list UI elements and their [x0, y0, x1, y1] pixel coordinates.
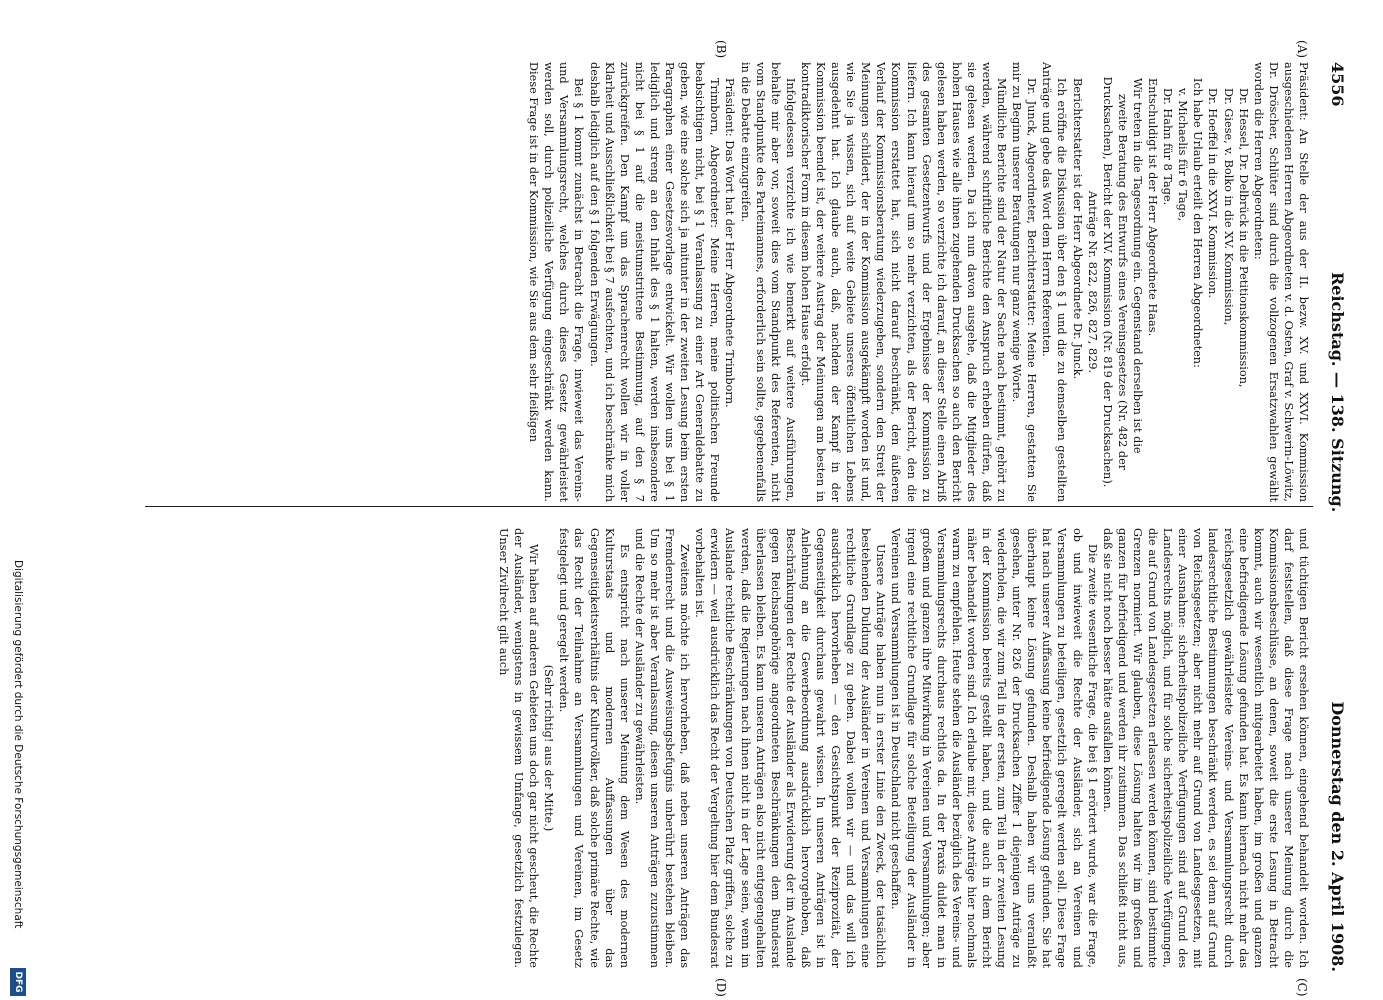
footer: [0, 0, 30, 1000]
session-date: Donnerstag den 2. April 1908.: [1328, 701, 1347, 972]
paragraph: Dr. Hoeffel in die XXVI. Kommission.: [1206, 88, 1220, 298]
paragraph: Dr. Junck, Abgeordneter, Berichterstatter: Meine Herren, gestatten Sie mir zu Beginn unserer Beratungen nur ganz wenige Worte.: [1010, 62, 1039, 502]
paragraph: Anträge Nr. 822, 826, 827, 829.: [1085, 190, 1099, 374]
paragraph: Ich habe Urlaub erteilt den Herren Abgeordneten:: [1191, 78, 1205, 368]
digitization-credit: Digitalisierung gefördert durch die Deutsche Forschungsgemeinschaft: [12, 560, 24, 929]
margin-mark-a: (A): [1295, 40, 1309, 59]
paragraph: Präsident: An Stelle der aus der II. bezw. XV. und XXVI. Kommission ausgeschiedenen Herren Abgeordneten v. d. Osten, Graf v. Schwerin-Löwitz, Dr. Dröscher, Schlüter sind durch die vollzogenen Ersatzwahlen gewählt worden die Herren Abgeordneten:: [1251, 62, 1310, 502]
margin-mark-b: (B): [714, 40, 728, 59]
session-title: Reichstag. — 138. Sitzung.: [1328, 272, 1347, 513]
paragraph: Es entspricht nach unserer Meinung dem Wesen des modernen Kulturstaats und modernen Auffassungen über das Gegenseitigkeitsverhältnis der Kulturvölker, daß solche primäre Rechte, wie das Recht der Teilnahme an Versammlungen und Vereinen, im Gesetz festgelegt und geregelt werden.: [557, 528, 631, 968]
interjection: (Sehr richtig! aus der Mitte.): [542, 664, 556, 832]
dfg-logo: DFG: [10, 968, 26, 996]
paragraph: Zweitens möchte ich hervorheben, daß neben unseren Anträgen das Fremdenrecht und die Ausweisungsbefugnis unberührt bestehen bleiben. Um so mehr ist aber Veranlassung, diesen unseren Anträgen zuzustimmen und die Rechte der Ausländer zu gewährleisten.: [632, 528, 692, 968]
paragraph: Mündliche Berichte sind der Natur der Sache nach bestimmt, gehört zu werden, während schriftliche Berichte den Anspruch erheben dürfen, daß sie gelesen werden. Da ich nun davon ausgehe, daß die Mitglieder des hohen Hauses wie alle ihnen zugehenden Drucksachen so auch den Bericht gelesen haben werden, so verzichte ich darauf, an dieser Stelle einen Abriß des gesamten Gesetzentwurfs und der Ergebnisse der Kommission zu liefern. Ich kann hierauf um so mehr verzichten, als der Bericht, den die Kommission erstattet hat, sich nicht darauf beschränkt, den äußeren Verlauf der Kommissionsberatung wiederzugeben, sondern den Streit der Meinungen schildert, der in der Kommission ausgekämpft worden ist und, wie Sie ja wissen, sich auf weite Gebiete unseres öffentlichen Lebens ausgedehnt hat. Ich glaube auch, daß, nachdem der Kampf in der Kommission beendet ist, der weitere Austrag der Meinungen am besten in kontradiktorischer Form in diesem hohen Hause erfolgt.: [798, 62, 1009, 502]
paragraph: Präsident: Das Wort hat der Herr Abgeordnete Trimborn.: [723, 78, 737, 408]
paragraph: Berichterstatter ist der Herr Abgeordnete Dr. Junck.: [1070, 78, 1084, 380]
paragraph: Ich eröffne die Diskussion über den § 1 und die zu demselben gestellten Anträge und gebe das Wort dem Herrn Referenten.: [1040, 62, 1069, 502]
paragraph: Dr. Hessel, Dr. Delbrück in die Petitionskommission,: [1236, 88, 1250, 388]
paragraph: Entschuldigt ist der Herr Abgeordnete Haas.: [1146, 78, 1160, 337]
paragraph: Trimborn, Abgeordneter: Meine Herren, meine politischen Freunde beabsichtigen nicht, bei § 1 Veranlassung zu einer Art Generaldebatte zu geben, wie eine solche sich ja mitunter in der zweiten Lesung beim ersten Paragraphen einer Gesetzesvorlage entwickelt. Wir wollen uns bei § 1 lediglich und streng an den Inhalt des § 1 halten, werden insbesondere nicht bei § 1 auf die meistumstrittene Bestimmung, auf den § 7 zurückgreifen. Den Kampf um das Sprachenrecht wollen wir in voller Klarheit und Ausschließlichkeit bei § 7 ausfechten, und ich beschränke mich deshalb lediglich auf den § 1 folgenden Erwägungen.: [587, 62, 722, 502]
right-column: [151, 528, 1311, 968]
paragraph: Dr. Giese, v. Bolko in die XV. Kommission,: [1221, 88, 1235, 326]
paragraph: und tüchtigen Bericht ersehen können, eingehend behandelt worden. Ich darf feststellen, daß diese Frage nach unserer Meinung durch die Kommissionsbeschlüsse, an denen, soweit die erste Lesung in Betracht kommt, auch wir wesentlich mitgearbeitet haben, im großen und ganzen eine befriedigende Lösung gefunden hat. Es kann hiernach nicht mehr das reichsgesetzlich gewährleistete Vereins- und Versammlungsrecht durch landesrechtliche Bestimmungen beschränkt werden, es sei denn auf Grund von Reichsgesetzen; aber nicht mehr auf Grund von Landesgesetzen, mit einer Ausnahme: sicherheitspolizeiliche Verfügungen sind auf Grund des Landesrechts möglich, und für solche sicherheitspolizeiliche Verfügungen, die auf Grund von Landesgesetzen erlassen werden können, sind bestimmte Grenzen normiert. Wir glauben, diese Lösung halten wir im großen und ganzen für befriedigend und werden ihr zustimmen. Das schließt nicht aus, daß sie nicht noch besser hätte ausfallen können.: [1100, 528, 1310, 968]
paragraph: Die zweite wesentliche Frage, die bei § 1 erörtert wurde, war die Frage, ob und inwieweit die Rechte der Ausländer, sich an Vereinen und Versammlungen zu beteiligen, gesetzlich geregelt werden soll. Diese Frage hat nach unserer Auffassung keine befriedigende Lösung gefunden. Sie hat überhaupt keine Lösung gefunden. Deshalb haben wir uns veranlaßt gesehen, unter Nr. 826 der Drucksachen Ziffer 1 diejenigen Anträge zu wiederholen, die wir zum Teil in der ersten, zum Teil in der zweiten Lesung in der Kommission bereits gestellt haben, und die auch in dem Bericht näher behandelt worden sind. Ich erlaube mir, diese Anträge hier nochmals warm zu empfehlen. Heute stehen die Ausländer bezüglich des Vereins- und Versammlungsrechts durchaus rechtlos da. In der Praxis duldet man in großem und ganzen ihre Mitwirkung in Vereinen und Versammlungen; aber irgend eine rechtliche Grundlage für solche Beteiligung der Ausländer in Vereinen und Versammlungen ist in Deutschland nicht geschaffen.: [889, 528, 1099, 968]
page-header: [1321, 62, 1347, 972]
margin-mark-d: (D): [714, 978, 728, 997]
paragraph: v. Michaelis für 6 Tage,: [1176, 88, 1190, 222]
left-column: [151, 62, 1311, 502]
paragraph: Wir treten in die Tagesordnung ein. Gegenstand derselben ist die: [1130, 78, 1144, 454]
paragraph: Infolgedessen verzichte ich wie bemerkt auf weitere Ausführungen, behalte mir aber vor, soweit dies vom Standpunkt des Referenten, nicht vom Standpunkte des Parteimannes, erforderlich sein sollte, gegebenenfalls in die Debatte einzugreifen.: [738, 62, 797, 502]
paragraph: Wir haben auf anderen Gebieten uns doch gar nicht gescheut, die Rechte der Ausländer, wenigstens in gewissem Umfange, gesetzlich festzulegen. Unser Zivilrecht gilt auch: [497, 528, 541, 968]
paragraph: Unsere Anträge haben nun in erster Linie den Zweck, der tatsächlich bestehenden Duldung der Ausländer in Vereinen und Versammlungen eine rechtliche Grundlage zu geben. Dabei wollen wir — und das will ich ausdrücklich hervorheben — den Gesichtspunkt der Reziprozität, der Gegenseitigkeit durchaus gewahrt wissen. In unseren Anträgen ist in Anlehnung an die Gewerbeordnung ausdrücklich hervorgehoben, daß Beschränkungen der Rechte der Ausländer als Erwiderung der im Auslande gegen Reichsangehörige angeordneten Beschränkungen dem Bundesrat überlassen bleiben. Es kann unseren Anträgen also nicht entgegengehalten werden, daß die Regierungen nach ihnen nicht in der Lage seien, wenn im Auslande rechtliche Beschränkungen von Deutschen Platz griffen, solche zu erwidern — weil ausdrücklich das Recht der Vergeltung hier dem Bundesrat vorbehalten ist.: [693, 528, 888, 968]
paragraph: Dr. Hahn für 8 Tage.: [1161, 88, 1175, 206]
column-rule: [145, 506, 1313, 507]
margin-mark-c: (C): [1295, 978, 1309, 997]
page-number: 4556: [1328, 62, 1347, 107]
paragraph: Bei § 1 kommt zunächst in Betracht die Frage, inwieweit das Vereins- und Versammlungsrecht, welches durch dieses Gesetz gewährleistet werden soll, durch polizeiliche Verfügung eingeschränkt werden kann. Diese Frage ist in der Kommission, wie Sie aus dem sehr fleißigen: [527, 62, 586, 502]
agenda-item: zweite Beratung des Entwurfs eines Vereinsgesetzes (Nr. 482 der Drucksachen), Bericht der XIV. Kommission (Nr. 819 der Drucksachen).: [1100, 76, 1129, 488]
